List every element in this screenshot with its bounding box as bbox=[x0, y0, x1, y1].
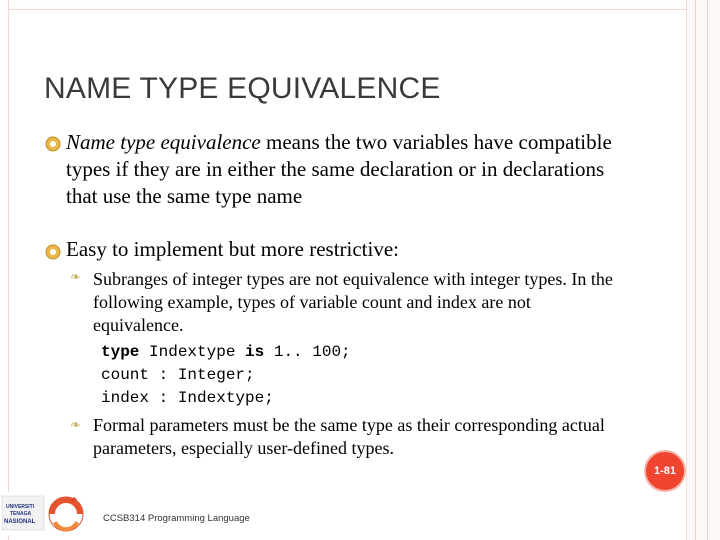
sub-bullet-text: Formal parameters must be the same type as their corresponding actual parameters, especially user-defined types. bbox=[93, 415, 605, 458]
gear-bullet-icon bbox=[44, 243, 62, 261]
code-text: Indextype bbox=[139, 343, 246, 361]
frame-top-border bbox=[0, 0, 720, 10]
university-logo bbox=[0, 492, 87, 535]
frame-left-border bbox=[0, 0, 9, 540]
bullet-paragraph bbox=[66, 129, 626, 210]
gear-bullet-icon bbox=[44, 135, 62, 153]
rail-line bbox=[695, 0, 696, 540]
rail-line bbox=[707, 0, 708, 540]
slide-title: NAME TYPE EQUIVALENCE bbox=[44, 72, 441, 105]
bullet-paragraph: Easy to implement but more restrictive: bbox=[66, 237, 399, 261]
code-keyword: is bbox=[245, 343, 265, 361]
svg-text:TENAGA: TENAGA bbox=[10, 511, 32, 517]
code-line: count : Integer; bbox=[101, 366, 255, 384]
bullet-text: means the two variables have compatible types if they are in either the same declaration or in declarations that use the same type name bbox=[66, 130, 612, 208]
code-text: 1.. 100; bbox=[264, 343, 351, 361]
footer-course-name: CCSB314 Programming Language bbox=[103, 513, 250, 524]
sub-bullet-icon: ❧ bbox=[70, 418, 81, 433]
page-number-badge: 1-81 bbox=[644, 450, 686, 492]
svg-text:UNIVERSITI: UNIVERSITI bbox=[6, 504, 35, 510]
svg-text:NASIONAL: NASIONAL bbox=[4, 519, 36, 525]
code-line bbox=[101, 341, 351, 364]
code-keyword: type bbox=[101, 343, 140, 361]
right-rail bbox=[686, 0, 720, 540]
sub-bullet-text: Subranges of integer types are not equivalence with integer types. In the following example, types of variable count and index are not equivalence. bbox=[93, 269, 613, 335]
code-line: index : Indextype; bbox=[101, 389, 274, 407]
sub-bullet-icon: ❧ bbox=[70, 270, 81, 285]
emphasis-term: Name type equivalence bbox=[66, 130, 261, 154]
